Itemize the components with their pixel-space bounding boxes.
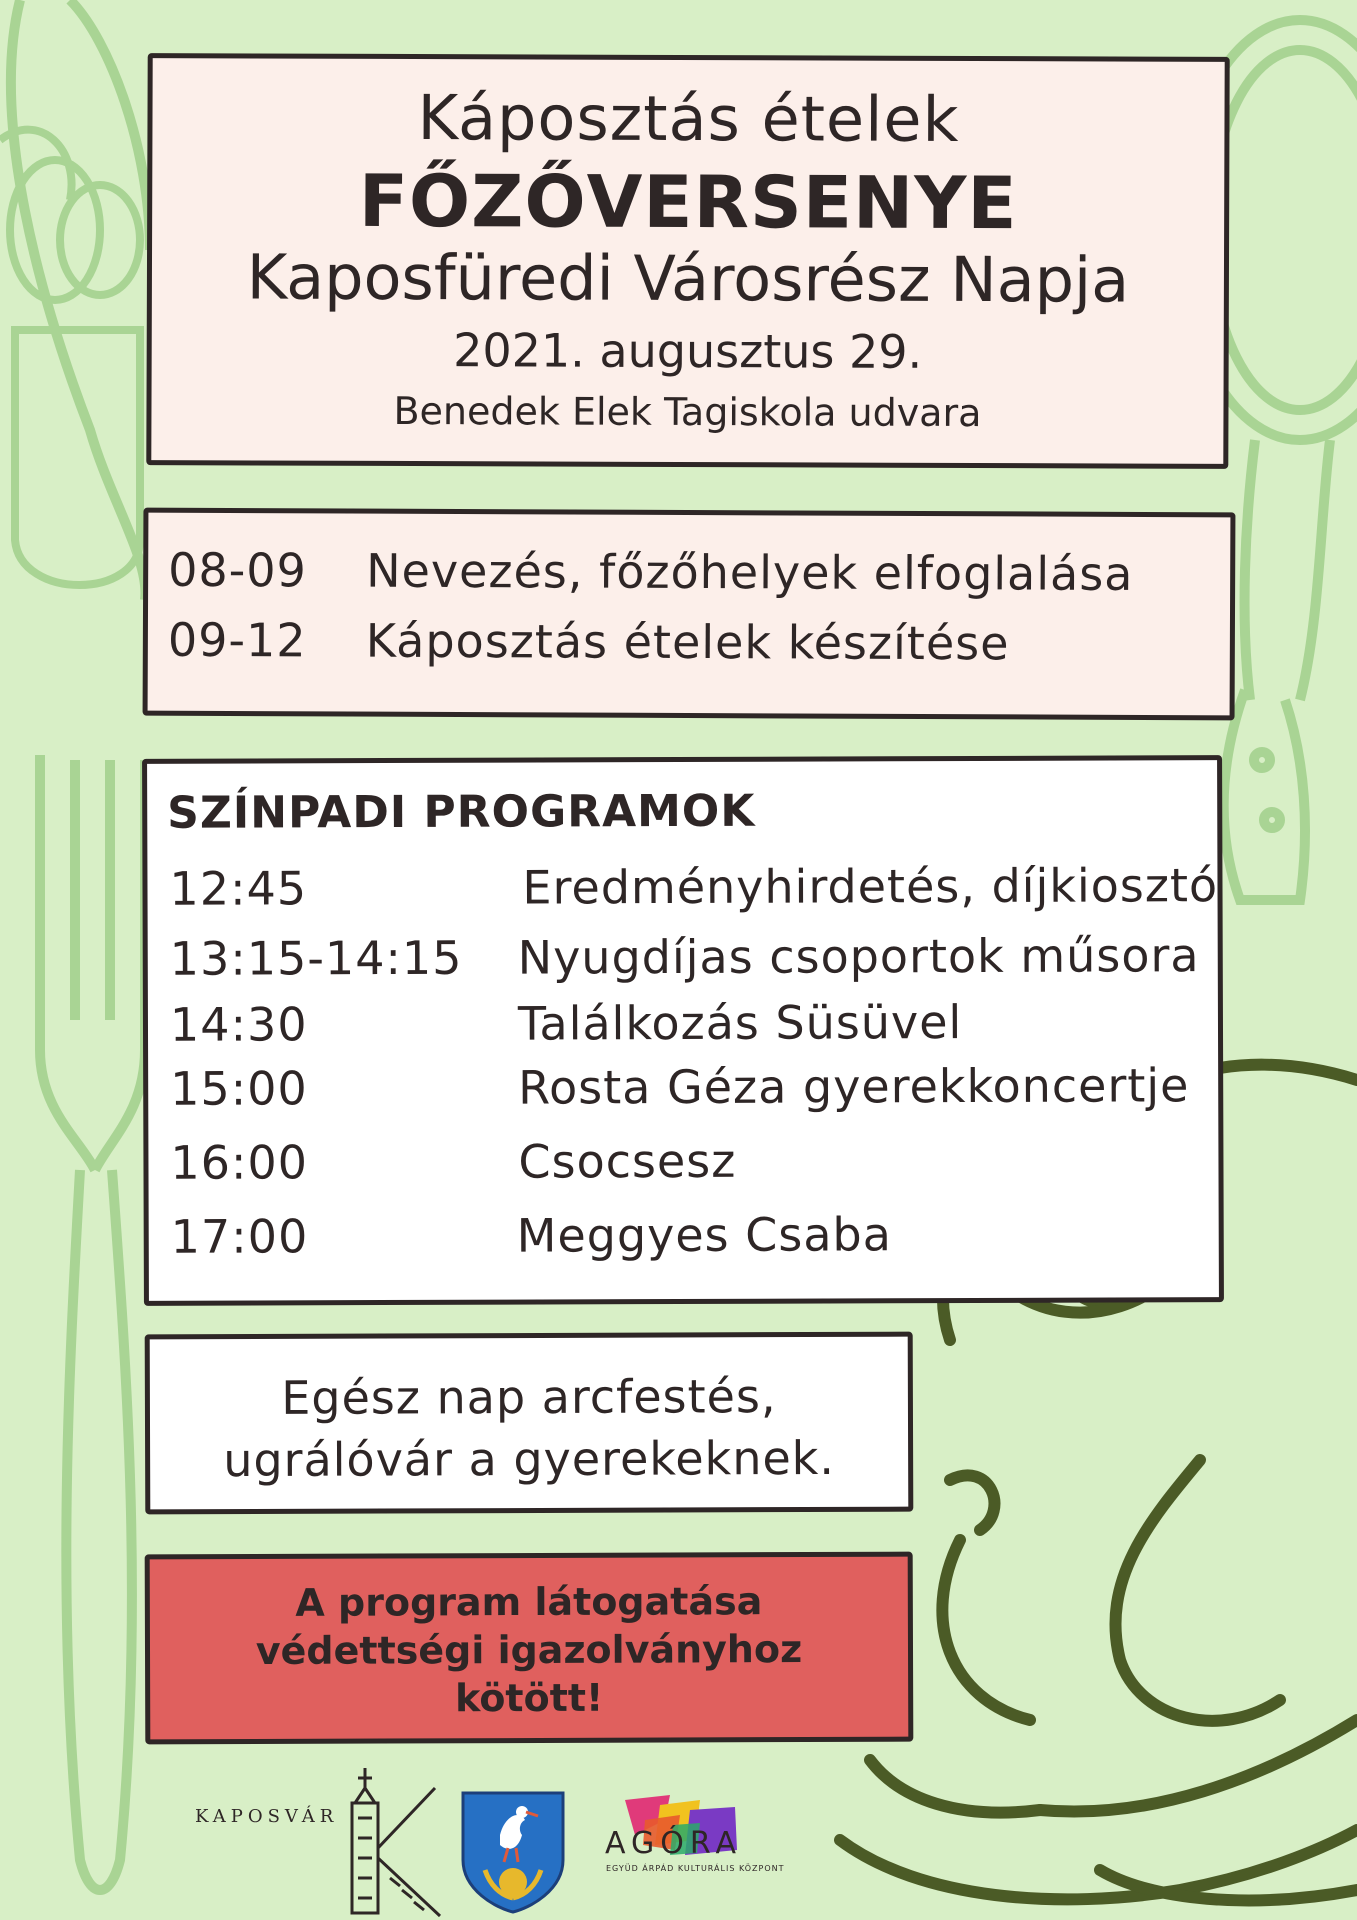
stage-time: 12:45 [169, 861, 308, 916]
fork-icon [40, 755, 145, 1890]
stage-text: Találkozás Süsüvel [517, 995, 963, 1051]
warning-line-2: védettségi igazolványhoz [255, 1627, 803, 1673]
kids-text [150, 1365, 908, 1492]
schedule-time: 09-12 [167, 612, 307, 668]
schedule-text: Nevezés, főzőhelyek elfoglalása [366, 543, 1134, 601]
warning-line-1: A program látogatása [295, 1579, 763, 1625]
title-event: Kaposfüredi Városrész Napja [246, 240, 1130, 317]
stage-text: Nyugdíjas csoportok műsora [517, 928, 1200, 985]
kaposvar-logo-text: KAPOSVÁR [195, 1806, 339, 1827]
agora-logo-subtitle: EGYÜD ÁRPÁD KULTURÁLIS KÖZPONT [606, 1864, 785, 1873]
stage-time: 17:00 [170, 1209, 309, 1264]
event-date: 2021. augusztus 29. [453, 323, 923, 379]
schedule-time: 08-09 [168, 542, 307, 598]
warning-text [150, 1577, 908, 1724]
stage-time: 15:00 [170, 1061, 308, 1116]
stage-text: Rosta Géza gyerekkoncertje [518, 1058, 1190, 1115]
title-main: FŐZŐVERSENYE [358, 158, 1018, 246]
stage-time: 14:30 [169, 997, 308, 1052]
stage-text: Meggyes Csaba [516, 1207, 892, 1263]
title-line-1: Káposztás ételek [417, 81, 960, 156]
kaposvar-logo-icon [340, 1768, 445, 1918]
stage-programs-box [142, 755, 1224, 1306]
warning-line-3: kötött! [454, 1675, 604, 1721]
schedule-text: Káposztás ételek készítése [365, 613, 1010, 671]
knife-icon [1224, 690, 1305, 900]
event-venue: Benedek Elek Tagiskola udvara [393, 388, 982, 436]
vegetable-shape [10, 160, 100, 300]
stage-time: 16:00 [170, 1135, 309, 1190]
kids-line-2: ugrálóvár a gyerekeknek. [223, 1430, 836, 1488]
stage-text: Csocsesz [518, 1133, 737, 1189]
stage-text: Eredményhirdetés, díjkiosztó [522, 858, 1219, 915]
stage-time: 13:15-14:15 [169, 930, 463, 986]
jar-shape [15, 330, 140, 585]
kaposfured-coat-of-arms-icon [460, 1790, 566, 1915]
kids-activities-box [145, 1332, 914, 1515]
title-box [146, 53, 1229, 469]
agora-logo-text: AGÓRA [605, 1826, 743, 1861]
kids-line-1: Egész nap arcfestés, [281, 1369, 777, 1425]
schedule-box [143, 508, 1236, 721]
warning-box [145, 1552, 914, 1745]
stage-heading: SZÍNPADI PROGRAMOK [167, 785, 756, 839]
